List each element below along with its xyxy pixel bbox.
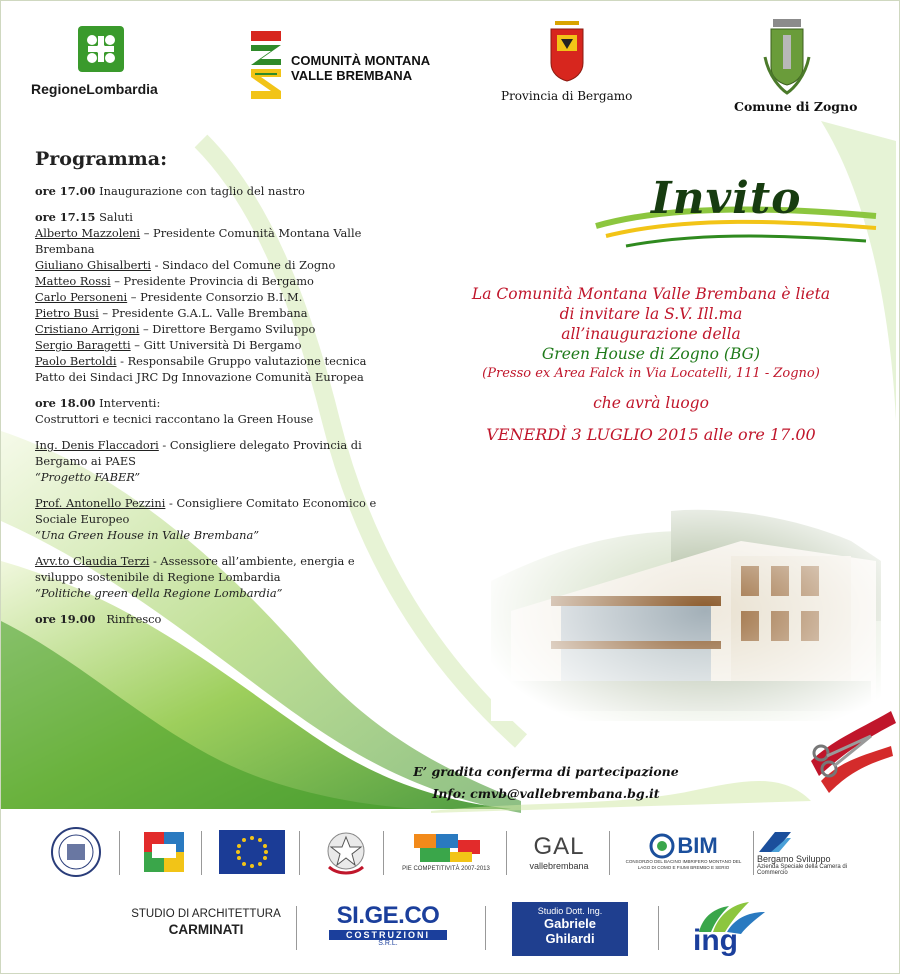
intervento: Ing. Denis Flaccadori - Consigliere delegato Provincia di Bergamo ai PAES “Progetto FABER” <box>35 438 362 484</box>
divider <box>609 831 610 875</box>
sigeco-logo: SI.GE.CO COSTRUZIONI S.R.L. <box>323 902 453 947</box>
programma-item: ore 17.00 Inaugurazione con taglio del nastro <box>35 184 305 198</box>
divider <box>299 831 300 875</box>
provincia-bergamo-name: Provincia di Bergamo <box>501 89 633 103</box>
studio-ghilardi-logo: Studio Dott. Ing. Gabriele Ghilardi <box>512 902 628 956</box>
event-date: VENERDÌ 3 LUGLIO 2015 alle ore 17.00 <box>486 425 816 444</box>
pie-competitivita-logo: PIE COMPETITIVITÀ 2007-2013 <box>396 823 496 881</box>
eu-flag-logo <box>213 823 291 881</box>
saluti-line: Paolo Bertoldi - Responsabile Gruppo valutazione tecnica <box>35 354 367 368</box>
saluti-line: Carlo Personeni – Presidente Consorzio B.I.M. <box>35 290 303 304</box>
ribbon-scissors-icon <box>801 701 896 801</box>
programma-section <box>35 148 395 637</box>
divider <box>119 831 120 875</box>
saluti-line: Pietro Busi – Presidente G.A.L. Valle Brembana <box>35 306 308 320</box>
programma-item: ore 17.15 Saluti Alberto Mazzoleni – Presidente Comunità Montana Valle Brembana Giuliano Ghisalberti - Sindaco del Comune di Zogno Matteo Rossi – Presidente Provincia di Bergamo Carlo Personeni – Presidente Consorzio B.I.M. Pietro Busi – Presidente G.A.L. Valle Brembana Cristiano Arrigoni – Direttore Bergamo Sviluppo Sergio Baragetti – Gitt Università Di Bergamo Paolo Bertoldi - Responsabile Gruppo valutazione tecnica Patto dei Sindaci JRC Dg Innovazione Comunità Europea <box>35 209 395 385</box>
saluti-line: Matteo Rossi – Presidente Provincia di Bergamo <box>35 274 314 288</box>
divider <box>658 906 659 950</box>
provincia-bergamo-crest <box>547 17 587 83</box>
comune-zogno-name: Comune di Zogno <box>734 99 858 114</box>
bim-consorzio-logo: BIM CONSORZIO DEL BACINO IMBRIFERO MONTANO DEL LAGO DI COMO E FIUMI BREMBO E SERIO <box>625 833 742 870</box>
studio-carminati-logo: STUDIO DI ARCHITETTURA CARMINATI <box>131 908 281 937</box>
rsvp-email[interactable]: Info: cmvb@vallebrembana.bg.it <box>432 786 660 801</box>
gal-valle-brembana-logo: GAL vallebrembana <box>529 833 589 871</box>
comunita-montana-logo <box>247 29 289 101</box>
divider <box>201 831 202 875</box>
bergamo-sviluppo-logo: Bergamo Sviluppo Azienda Speciale della Camera di Commercio <box>757 823 871 881</box>
programma-item: ore 19.00 Rinfresco <box>35 612 162 626</box>
repubblica-italiana-emblem <box>316 823 376 881</box>
sponsor-logos-row <box>1 896 900 966</box>
comune-zogno-crest <box>761 17 813 97</box>
partner-logos-row <box>41 823 871 881</box>
universita-seal-logo <box>41 823 111 881</box>
comunita-montana-name: COMUNITÀ MONTANA VALLE BREMBANA <box>291 53 431 83</box>
gitt-logo <box>133 823 195 881</box>
intervento: Avv.to Claudia Terzi - Assessore all’ambiente, energia e sviluppo sostenibile di Regione Lombardia “Politiche green della Regione Lombardia” <box>35 554 355 600</box>
divider <box>383 831 384 875</box>
rsvp-block: E’ gradita conferma di partecipazione Info: cmvb@vallebrembana.bg.it <box>396 761 696 805</box>
invitation-text: La Comunità Montana Valle Brembana è lieta di invitare la S.V. Ill.ma all’inaugurazione della Green House di Zogno (BG) (Presso ex Area Falck in Via Locatelli, 111 - Zogno) che avrà luogo VENERDÌ 3 LUGLIO 2015 alle ore 17.00 <box>421 284 881 445</box>
saluti-line: Sergio Baragetti – Gitt Università Di Bergamo <box>35 338 302 352</box>
saluti-line: Cristiano Arrigoni – Direttore Bergamo Sviluppo <box>35 322 316 336</box>
divider <box>485 906 486 950</box>
intervento: Prof. Antonello Pezzini - Consigliere Comitato Economico e Sociale Europeo “Una Green House in Valle Brembana” <box>35 496 377 542</box>
divider <box>753 831 754 875</box>
programma-title: Programma: <box>35 148 168 170</box>
ing-logo: ing <box>689 898 769 960</box>
saluti-line: Alberto Mazzoleni – Presidente Comunità Montana Valle Brembana <box>35 226 362 256</box>
programma-item: ore 18.00 Interventi: Costruttori e tecnici raccontano la Green House <box>35 396 314 426</box>
divider <box>296 906 297 950</box>
divider <box>506 831 507 875</box>
regione-lombardia-name: RegioneLombardia <box>31 81 158 97</box>
patto-line: Patto dei Sindaci JRC Dg Innovazione Comunità Europea <box>35 370 364 384</box>
saluti-line: Giuliano Ghisalberti - Sindaco del Comune di Zogno <box>35 258 336 272</box>
green-house-building-image <box>491 501 881 721</box>
regione-lombardia-logo <box>78 26 124 72</box>
invito-heading: Invito <box>651 173 802 224</box>
